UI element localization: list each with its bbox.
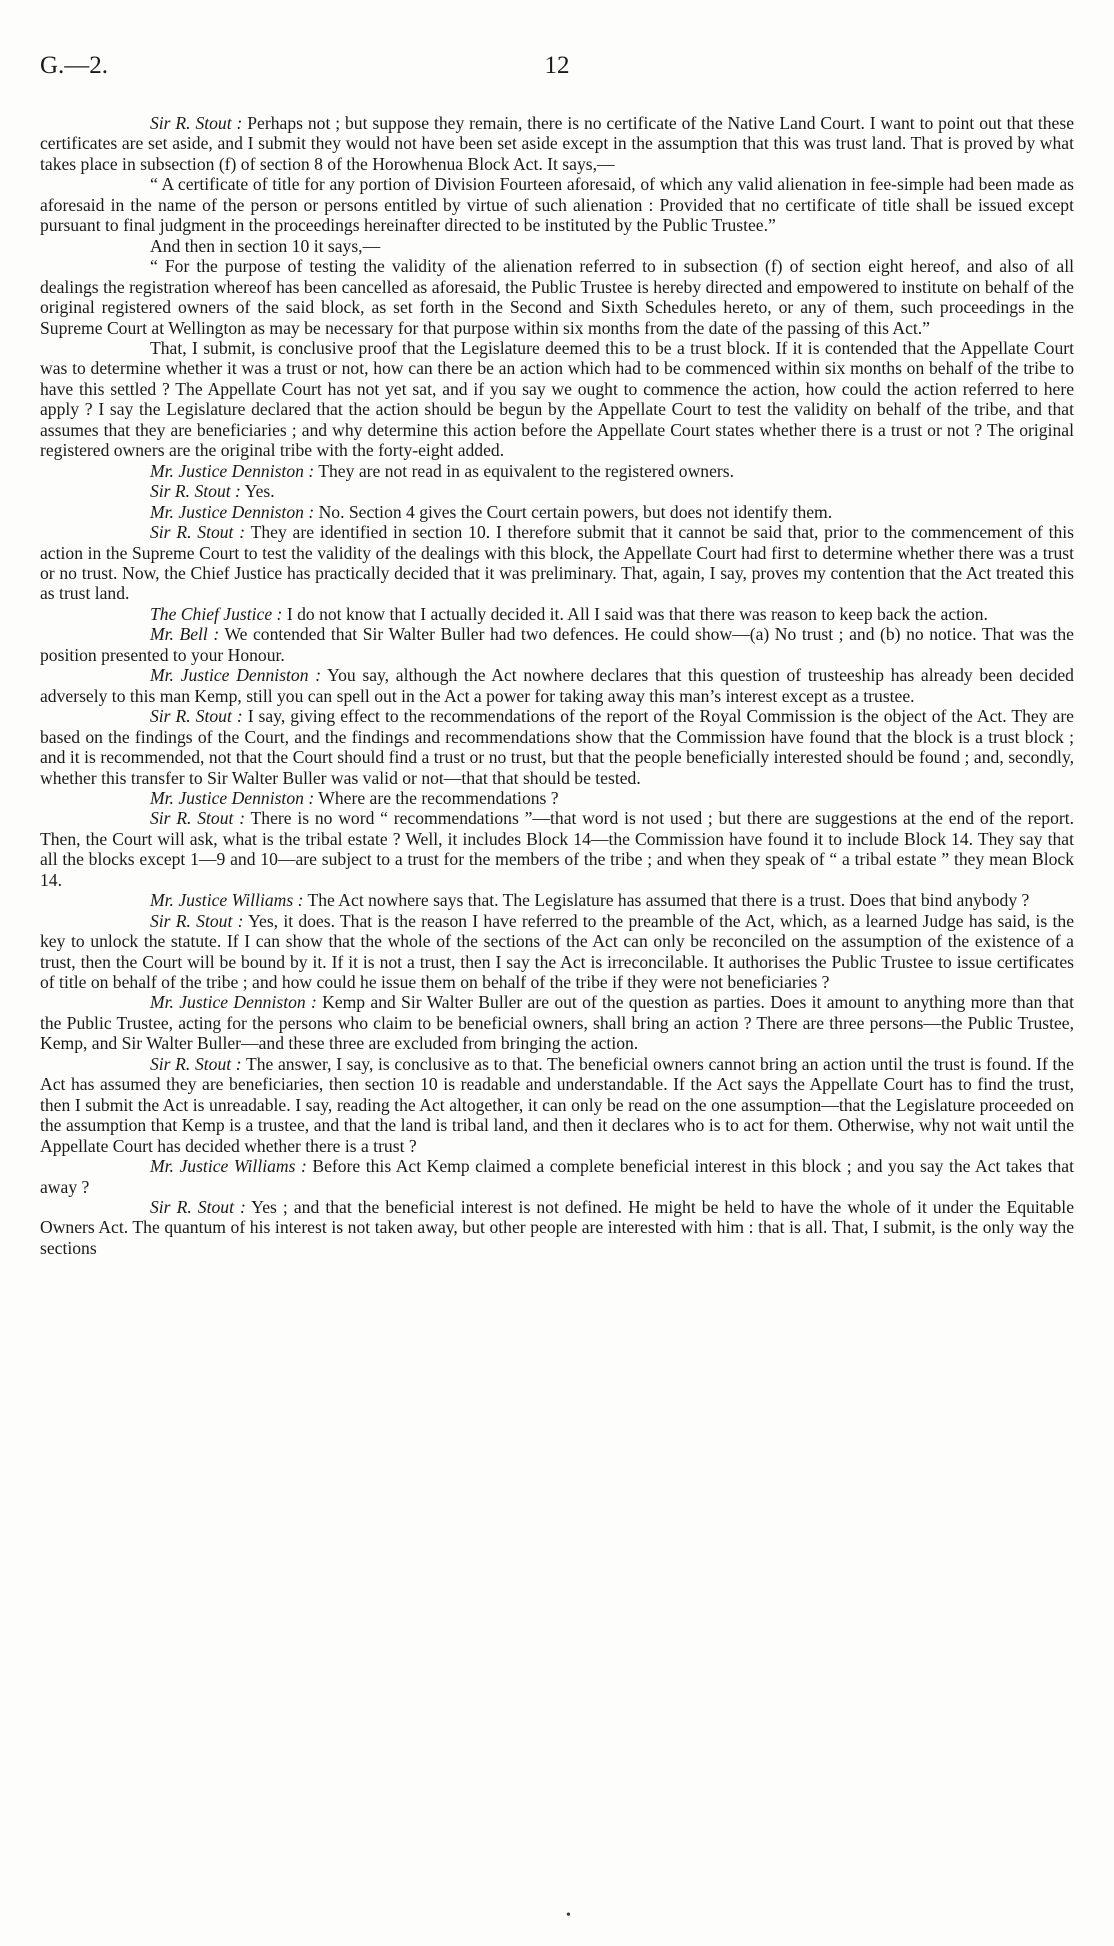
paragraph [40, 236, 1074, 256]
speaker-name: Mr. Justice Denniston : [150, 501, 315, 522]
paragraph [40, 174, 1074, 235]
paragraph [40, 665, 1074, 706]
paragraph-text: I do not know that I actually decided it. All I said was that there was reason to keep back the action. [282, 603, 988, 624]
paragraph-text: No. Section 4 gives the Court certain powers, but does not identify them. [314, 501, 833, 522]
paragraph [40, 624, 1074, 665]
paragraph-text: They are not read in as equivalent to the registered owners. [314, 460, 735, 481]
paragraph [40, 461, 1074, 481]
paragraph-text: Yes, it does. That is the reason I have referred to the preamble of the Act, which, as a learned Judge has said, is the key to unlock the statute. If I can show that the whole of the sections of the Act can only be reconciled on the assumption of the existence of a trust, then the Court will be bound by it. If it is not a trust, then I say the Act is irreconcilable. It authorises the Public Trustee to issue certificates of title on behalf of the tribe ; and how could he issue them on behalf of the tribe if they were not beneficiaries ? [40, 910, 1075, 993]
speaker-name: Mr. Justice Denniston : [150, 992, 317, 1013]
paragraph-text: The answer, I say, is conclusive as to that. The beneficial owners cannot bring an action until the trust is found. If the Act has assumed they are beneficiaries, then section 10 is readable and understandable. If the Act says the Appellate Court has to find the trust, then I submit the Act is unreadable. I say, reading the Act altogether, it can only be read on the one assumption—that the Legislature proceeded on the assumption that Kemp is a trustee, and that the land is tribal land, and then it declares who is to act for them. Otherwise, why not wait until the Appellate Court has decided whether there is a trust ? [40, 1053, 1074, 1156]
page-header [40, 52, 1074, 92]
paragraph [40, 502, 1074, 522]
speaker-name: Sir R. Stout : [150, 706, 243, 727]
paragraph [40, 808, 1074, 890]
paragraph [40, 1197, 1074, 1258]
paragraph [40, 706, 1074, 788]
paragraph-text: Kemp and Sir Walter Buller are out of the question as parties. Does it amount to anything more than that the Public Trustee, acting for the persons who claim to be beneficial owners, shall bring an action ? There are three persons—the Public Trustee, Kemp, and Sir Walter Buller—and these three are excluded from bringing the action. [40, 992, 1074, 1054]
paragraph-text: That, I submit, is conclusive proof that the Legislature deemed this to be a trust block. If it is contended that the Appellate Court was to determine whether it was a trust or not, how can there be an action which had to be commenced within six months on behalf of the tribe to have this settled ? The Appellate Court has not yet sat, and if you say we ought to commence the action, how could the action referred to here apply ? I say the Legislature declared that the action should be begun by the Appellate Court to test the validity on behalf of the tribe, and that assumes that they are beneficiaries ; and why determine this action before the Appellate Court states whether there is a trust or not ? The original registered owners are the original tribe with the forty-eight added. [40, 337, 1074, 461]
paragraph-text: There is no word “ recommendations ”—that word is not used ; but there are suggestions at the end of the report. Then, the Court will ask, what is the tribal estate ? Well, it includes Block 14—the Commission have found it to include Block 14. They say that all the blocks except 1—9 and 10—are subject to a trust for the members of the tribe ; and when they speak of “ a tribal estate ” they mean Block 14. [40, 808, 1075, 890]
paragraph-text: I say, giving effect to the recommendations of the report of the Royal Commission is the object of the Act. They are based on the findings of the Court, and the findings and recommendations show that the Commission have found that the block is a trust block ; and it is recommended, not that the Court should find a trust or no trust, but that the people beneficially interested should be found ; and, secondly, whether this transfer to Sir Walter Buller was valid or not—that that should be tested. [40, 706, 1074, 788]
paragraph [40, 604, 1074, 624]
paragraph-text: Before this Act Kemp claimed a complete beneficial interest in this block ; and you say the Act takes that away ? [40, 1156, 1074, 1197]
page-number: 12 [544, 52, 570, 79]
paragraph-text: Yes ; and that the beneficial interest is not defined. He might be held to have the whole of it under the Equitable Owners Act. The quantum of his interest is not taken away, but other people are interested with him : that is all. That, I submit, is the only way the sections [40, 1197, 1074, 1258]
paragraph [40, 992, 1074, 1053]
paragraph [40, 113, 1074, 174]
paragraph-text: They are identified in section 10. I therefore submit that it cannot be said that, prior to the commencement of this action in the Supreme Court to test the validity of the dealings with this block, the Appellate Court had first to determine whether there was a trust or no trust. Now, the Chief Justice has practically decided that it was preliminary. That, again, I say, proves my contention that the Act treated this as trust land. [40, 522, 1074, 604]
paragraph [40, 522, 1074, 604]
speaker-name: The Chief Justice : [150, 603, 283, 624]
speaker-name: Mr. Justice Williams : [150, 1156, 307, 1177]
paragraph [40, 338, 1074, 461]
paragraph-text: “ For the purpose of testing the validity of the alienation referred to in subsection (f) of section eight hereof, and also of all dealings the registration whereof has been cancelled as aforesaid, the Public Trustee is hereby directed and empowered to institute on behalf of the original registered owners of the said block, as set forth in the Second and Sixth Schedules hereto, or any of them, such proceedings in the Supreme Court at Wellington as may be necessary for that purpose within six months from the date of the passing of this Act.” [40, 256, 1074, 338]
paragraph-text: “ A certificate of title for any portion of Division Fourteen aforesaid, of which any valid alienation in fee-simple had been made as aforesaid in the name of the person or persons entitled by virtue of such alienation : Provided that no certificate of title shall be issued except pursuant to final judgment in the proceedings hereinafter directed to be instituted by the Public Trustee.” [40, 174, 1074, 236]
speaker-name: Sir R. Stout : [150, 113, 243, 133]
speaker-name: Mr. Justice Williams : [150, 890, 304, 911]
paragraph-text: We contended that Sir Walter Buller had two defences. He could show—(a) No trust ; and (b) no notice. That was the position presented to your Honour. [40, 624, 1074, 665]
paragraph-text: The Act nowhere says that. The Legislature has assumed that there is a trust. Does that bind anybody ? [303, 890, 1030, 911]
paragraph [40, 1054, 1074, 1156]
speaker-name: Sir R. Stout : [150, 481, 241, 502]
speaker-name: Sir R. Stout : [150, 808, 246, 829]
paper-reference: G.—2. [40, 52, 109, 79]
paragraph [40, 911, 1074, 993]
paragraph [40, 481, 1074, 501]
stray-mark: • [566, 1908, 571, 1923]
speaker-name: Sir R. Stout : [150, 522, 246, 543]
paragraph-text: Yes. [240, 481, 275, 502]
speaker-name: Mr. Justice Denniston : [150, 665, 322, 686]
paragraph-text: Where are the recommendations ? [314, 787, 559, 808]
speaker-name: Mr. Bell : [150, 624, 220, 645]
paragraph [40, 1156, 1074, 1197]
paragraph [40, 890, 1074, 910]
speaker-name: Mr. Justice Denniston : [150, 460, 315, 481]
speaker-name: Sir R. Stout : [150, 1053, 242, 1074]
paragraph [40, 256, 1074, 338]
speaker-name: Sir R. Stout : [150, 1197, 246, 1218]
paragraph-text: You say, although the Act nowhere declares that this question of trusteeship has already been decided adversely to this man Kemp, still you can spell out in the Act a power for taking away this man’s interest except as a trustee. [40, 665, 1074, 706]
paragraph-text: And then in section 10 it says,— [150, 235, 381, 256]
paragraph-text: Perhaps not ; but suppose they remain, there is no certificate of the Native Land Court. I want to point out that these certificates are set aside, and I submit they would not have been set aside except in the assumption that this was trust land. That is proved by what takes place in subsection (f) of section 8 of the Horowhenua Block Act. It says,— [40, 113, 1074, 174]
body-text [40, 113, 1074, 1258]
speaker-name: Sir R. Stout : [150, 910, 244, 931]
speaker-name: Mr. Justice Denniston : [150, 787, 315, 808]
paragraph [40, 788, 1074, 808]
